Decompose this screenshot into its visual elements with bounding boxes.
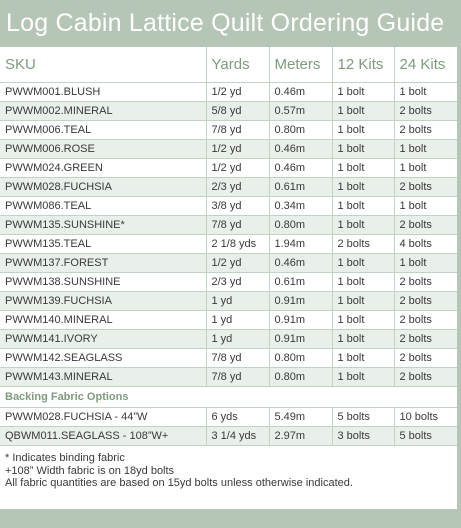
cell-yards: 7/8 yd	[206, 216, 269, 235]
cell-sku: PWWM001.BLUSH	[0, 83, 206, 102]
table-row	[0, 178, 457, 197]
cell-12-kits: 1 bolt	[332, 216, 394, 235]
cell-24-kits: 2 bolts	[394, 178, 457, 197]
cell-yards: 2/3 yd	[206, 273, 269, 292]
footnote-binding: * Indicates binding fabric	[5, 452, 125, 464]
cell-24-kits: 10 bolts	[394, 408, 457, 427]
cell-24-kits: 5 bolts	[394, 427, 457, 446]
table-row	[0, 349, 457, 368]
cell-24-kits: 2 bolts	[394, 311, 457, 330]
cell-24-kits: 1 bolt	[394, 83, 457, 102]
cell-meters: 0.91m	[269, 330, 332, 349]
cell-sku: PWWM141.IVORY	[0, 330, 206, 349]
footnote-wide-fabric: +108” Width fabric is on 18yd bolts	[5, 464, 175, 477]
cell-meters: 0.46m	[269, 254, 332, 273]
cell-meters: 0.80m	[269, 349, 332, 368]
cell-yards: 1/2 yd	[206, 254, 269, 273]
cell-sku: PWWM028.FUCHSIA - 44”W	[0, 408, 206, 427]
cell-12-kits: 1 bolt	[332, 368, 394, 387]
cell-24-kits: 1 bolt	[394, 197, 457, 216]
ordering-table	[0, 47, 457, 446]
table-row	[0, 121, 457, 140]
cell-24-kits: 2 bolts	[394, 216, 457, 235]
table-row	[0, 159, 457, 178]
backing-section	[0, 387, 457, 408]
cell-yards: 1 yd	[206, 292, 269, 311]
cell-sku: PWWM140.MINERAL	[0, 311, 206, 330]
cell-12-kits: 1 bolt	[332, 254, 394, 273]
cell-yards: 1/2 yd	[206, 159, 269, 178]
cell-meters: 0.80m	[269, 368, 332, 387]
column-header-12-kits: 12 Kits	[332, 47, 394, 83]
table-row	[0, 368, 457, 387]
cell-yards: 7/8 yd	[206, 121, 269, 140]
cell-sku: PWWM143.MINERAL	[0, 368, 206, 387]
cell-sku: PWWM138.SUNSHINE	[0, 273, 206, 292]
cell-meters: 0.80m	[269, 216, 332, 235]
cell-yards: 2 1/8 yds	[206, 235, 269, 254]
cell-sku: PWWM139.FUCHSIA	[0, 292, 206, 311]
cell-24-kits: 2 bolts	[394, 102, 457, 121]
cell-sku: PWWM028.FUCHSIA	[0, 178, 206, 197]
footnote-bolt-size: All fabric quantities are based on 15yd bolts unless otherwise indicated.	[5, 477, 353, 489]
column-header-24-kits: 24 Kits	[394, 47, 457, 83]
cell-yards: 2/3 yd	[206, 178, 269, 197]
cell-meters: 0.61m	[269, 178, 332, 197]
cell-sku: PWWM006.ROSE	[0, 140, 206, 159]
cell-yards: 7/8 yd	[206, 349, 269, 368]
cell-12-kits: 1 bolt	[332, 311, 394, 330]
table-row	[0, 83, 457, 102]
cell-12-kits: 3 bolts	[332, 427, 394, 446]
fabric-rows	[0, 83, 457, 387]
cell-meters: 0.91m	[269, 311, 332, 330]
table-header-row	[0, 47, 457, 83]
cell-sku: PWWM142.SEAGLASS	[0, 349, 206, 368]
cell-sku: PWWM006.TEAL	[0, 121, 206, 140]
cell-yards: 5/8 yd	[206, 102, 269, 121]
table-row	[0, 311, 457, 330]
cell-12-kits: 1 bolt	[332, 159, 394, 178]
table-row	[0, 273, 457, 292]
backing-section-label: Backing Fabric Options	[0, 387, 457, 408]
cell-sku: PWWM135.SUNSHINE*	[0, 216, 206, 235]
cell-12-kits: 1 bolt	[332, 102, 394, 121]
cell-sku: PWWM024.GREEN	[0, 159, 206, 178]
cell-meters: 0.46m	[269, 159, 332, 178]
cell-meters: 2.97m	[269, 427, 332, 446]
table-row	[0, 197, 457, 216]
cell-24-kits: 2 bolts	[394, 121, 457, 140]
cell-meters: 0.61m	[269, 273, 332, 292]
cell-12-kits: 1 bolt	[332, 349, 394, 368]
cell-yards: 1 yd	[206, 311, 269, 330]
cell-yards: 6 yds	[206, 408, 269, 427]
cell-24-kits: 1 bolt	[394, 159, 457, 178]
table-row	[0, 292, 457, 311]
cell-meters: 0.34m	[269, 197, 332, 216]
cell-24-kits: 1 bolt	[394, 140, 457, 159]
cell-meters: 0.57m	[269, 102, 332, 121]
footnotes	[0, 446, 457, 490]
cell-12-kits: 1 bolt	[332, 292, 394, 311]
cell-12-kits: 1 bolt	[332, 330, 394, 349]
cell-yards: 1 yd	[206, 330, 269, 349]
table-row	[0, 427, 457, 446]
page-title: Log Cabin Lattice Quilt Ordering Guide	[0, 0, 461, 47]
cell-meters: 1.94m	[269, 235, 332, 254]
cell-12-kits: 2 bolts	[332, 235, 394, 254]
table-row	[0, 235, 457, 254]
guide-content	[0, 47, 457, 509]
cell-12-kits: 1 bolt	[332, 197, 394, 216]
table-row	[0, 408, 457, 427]
cell-sku: PWWM135.TEAL	[0, 235, 206, 254]
column-header-meters: Meters	[269, 47, 332, 83]
cell-sku: PWWM002.MINERAL	[0, 102, 206, 121]
cell-12-kits: 1 bolt	[332, 121, 394, 140]
cell-24-kits: 2 bolts	[394, 273, 457, 292]
cell-24-kits: 4 bolts	[394, 235, 457, 254]
column-header-sku: SKU	[0, 47, 206, 83]
cell-yards: 1/2 yd	[206, 83, 269, 102]
cell-meters: 0.46m	[269, 83, 332, 102]
table-row	[0, 254, 457, 273]
cell-meters: 5.49m	[269, 408, 332, 427]
table-row	[0, 330, 457, 349]
cell-yards: 3 1/4 yds	[206, 427, 269, 446]
column-header-yards: Yards	[206, 47, 269, 83]
backing-section-header	[0, 387, 457, 408]
cell-yards: 1/2 yd	[206, 140, 269, 159]
cell-24-kits: 2 bolts	[394, 368, 457, 387]
table-row	[0, 140, 457, 159]
backing-rows	[0, 408, 457, 446]
cell-12-kits: 1 bolt	[332, 83, 394, 102]
cell-24-kits: 1 bolt	[394, 254, 457, 273]
table-row	[0, 216, 457, 235]
cell-meters: 0.46m	[269, 140, 332, 159]
cell-12-kits: 1 bolt	[332, 178, 394, 197]
cell-24-kits: 2 bolts	[394, 292, 457, 311]
cell-12-kits: 1 bolt	[332, 140, 394, 159]
table-row	[0, 102, 457, 121]
cell-24-kits: 2 bolts	[394, 330, 457, 349]
cell-yards: 7/8 yd	[206, 368, 269, 387]
cell-sku: PWWM086.TEAL	[0, 197, 206, 216]
cell-12-kits: 1 bolt	[332, 273, 394, 292]
cell-meters: 0.80m	[269, 121, 332, 140]
cell-yards: 3/8 yd	[206, 197, 269, 216]
cell-sku: QBWM011.SEAGLASS - 108”W+	[0, 427, 206, 446]
cell-meters: 0.91m	[269, 292, 332, 311]
cell-12-kits: 5 bolts	[332, 408, 394, 427]
cell-24-kits: 2 bolts	[394, 349, 457, 368]
cell-sku: PWWM137.FOREST	[0, 254, 206, 273]
